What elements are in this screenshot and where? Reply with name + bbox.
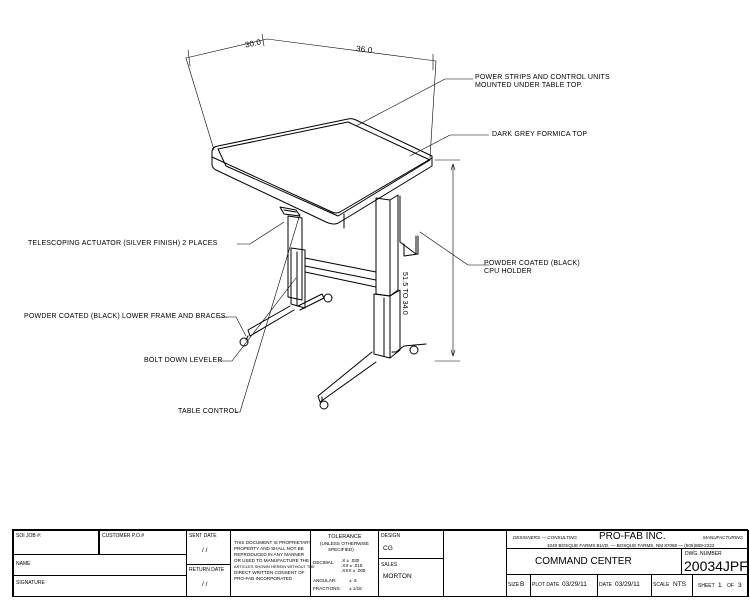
sent-date-value: / / <box>202 547 208 554</box>
callout-cpu-holder-line1: POWDER COATED (BLACK) <box>484 260 580 267</box>
plot-date-cell <box>530 574 598 597</box>
proprietary-line-4: OR USED TO MANUFACTURE THE <box>234 558 310 563</box>
scale-value: NTS <box>673 581 686 588</box>
sent-date-label: SENT DATE <box>189 533 217 539</box>
right-column <box>374 195 400 358</box>
angular-label: ANGULAR: <box>313 578 337 583</box>
dimension-height: 51.5 TO 34.0 <box>401 272 408 316</box>
sent-date-cell <box>186 530 231 565</box>
proprietary-line-1: THIS DOCUMENT IS PROPRIETARY <box>234 540 312 545</box>
return-date-value: / / <box>202 581 208 588</box>
date-value: 03/29/11 <box>615 581 640 588</box>
of-value: 3 <box>738 582 742 589</box>
company-name: PRO-FAB INC. <box>599 531 666 542</box>
sales-cell <box>378 558 444 597</box>
callout-table-control: TABLE CONTROL <box>178 408 239 415</box>
decimal-row-2: .XX ± .015 <box>341 563 363 568</box>
tolerance-sub-1: (UNLESS OTHERWISE <box>320 541 369 546</box>
callout-power-strips-line1: POWER STRIPS AND CONTROL UNITS <box>475 74 610 81</box>
dimension-depth: 36.0 <box>355 44 373 55</box>
scale-label: SCALE <box>653 582 670 588</box>
customer-po-label: CUSTOMER P.O.# <box>102 533 145 539</box>
manufacturing-tag: MANUFACTURING <box>703 535 743 540</box>
proprietary-line-2: PROPERTY AND SHALL NOT BE <box>234 546 304 551</box>
dimension-lines <box>186 34 460 361</box>
right-foot <box>318 344 426 409</box>
proprietary-line-6: DIRECT WRITTEN CONSENT OF <box>234 570 305 575</box>
signature-cell <box>13 575 187 597</box>
customer-po-cell <box>99 530 187 555</box>
dwg-number-label: DWG. NUMBER <box>685 551 722 557</box>
proprietary-line-3: REPRODUCED IN ANY MANNER <box>234 552 305 557</box>
proprietary-notice <box>230 530 315 597</box>
fractions-value: ± 1/16 <box>349 586 362 591</box>
job-label: SOI JOB #: <box>16 533 42 539</box>
drawing-title: COMMAND CENTER <box>535 556 632 567</box>
company-address: 1040 BOSQUE FARMS BLVD. — BOSQUE FARMS, NM 87068 — (505)869-2222 <box>547 543 715 548</box>
callout-power-strips-line2: MOUNTED UNDER TABLE TOP. <box>475 82 583 89</box>
left-foot <box>240 294 332 346</box>
left-column <box>288 216 305 308</box>
plot-date-label: PLOT DATE <box>532 582 560 588</box>
decimal-row-1: .X ± .030 <box>341 558 360 563</box>
date-label: DATE <box>599 582 612 588</box>
callout-actuator: TELESCOPING ACTUATOR (SILVER FINISH) 2 PLACES <box>28 240 218 247</box>
dwg-number: 20034JPF <box>684 558 748 574</box>
signature-label: SIGNATURE <box>16 580 45 586</box>
company-header <box>506 530 749 549</box>
date-cell <box>597 574 652 597</box>
callout-cpu-holder-line2: CPU HOLDER <box>484 268 532 275</box>
proprietary-line-5: ARTICLES SHOWN HEREIN WITHOUT THE <box>234 564 315 569</box>
title-block <box>12 529 748 597</box>
name-cell <box>13 554 187 576</box>
dwg-number-cell <box>681 548 749 575</box>
callout-top: DARK GREY FORMICA TOP <box>492 131 588 138</box>
blank-cell <box>443 530 507 597</box>
dimension-width: 30.0 <box>244 37 263 50</box>
table-top <box>212 119 432 224</box>
sales-label: SALES <box>381 562 398 568</box>
designers-tag: DESIGNERS — CONSULTING <box>513 535 577 540</box>
bottom-row <box>506 574 749 597</box>
drawing-title-cell <box>506 548 682 575</box>
proprietary-line-7: PRO-FAB INCORPORATED <box>234 576 293 581</box>
sheet-label: SHEET <box>698 583 715 589</box>
decimal-label: DECIMAL: <box>313 560 335 565</box>
design-label: DESIGN <box>381 533 401 539</box>
cross-brace <box>305 258 376 287</box>
sheet-value: 1 <box>718 582 722 589</box>
decimal-row-3: .XXX ± .005 <box>341 568 366 573</box>
tolerance-sub-2: SPECIFIED) <box>328 547 354 552</box>
size-label: SIZE <box>508 582 520 588</box>
job-number-cell <box>13 530 99 555</box>
plot-date: 03/29/11 <box>562 581 587 588</box>
sales-value: MORTON <box>383 573 412 580</box>
tolerance-block <box>310 530 379 597</box>
scale-cell <box>651 574 693 597</box>
design-value: CG <box>383 545 393 552</box>
tolerance-title: TOLERANCE <box>328 534 362 540</box>
callout-leveler: BOLT DOWN LEVELER <box>144 357 223 364</box>
name-label: NAME <box>16 561 31 567</box>
cpu-holder <box>344 196 418 256</box>
angular-value: ± .5 <box>349 578 357 583</box>
size-value: B <box>520 581 525 588</box>
fractions-label: FRACTIONS: <box>313 586 341 591</box>
callout-frame: POWDER COATED (BLACK) LOWER FRAME AND BRACES. <box>24 313 228 320</box>
return-date-label: RETURN DATE <box>189 567 225 573</box>
design-cell <box>378 530 444 559</box>
leader-lines <box>219 79 489 412</box>
return-date-cell <box>186 564 231 597</box>
of-label: OF <box>727 583 734 589</box>
size-cell <box>506 574 531 597</box>
